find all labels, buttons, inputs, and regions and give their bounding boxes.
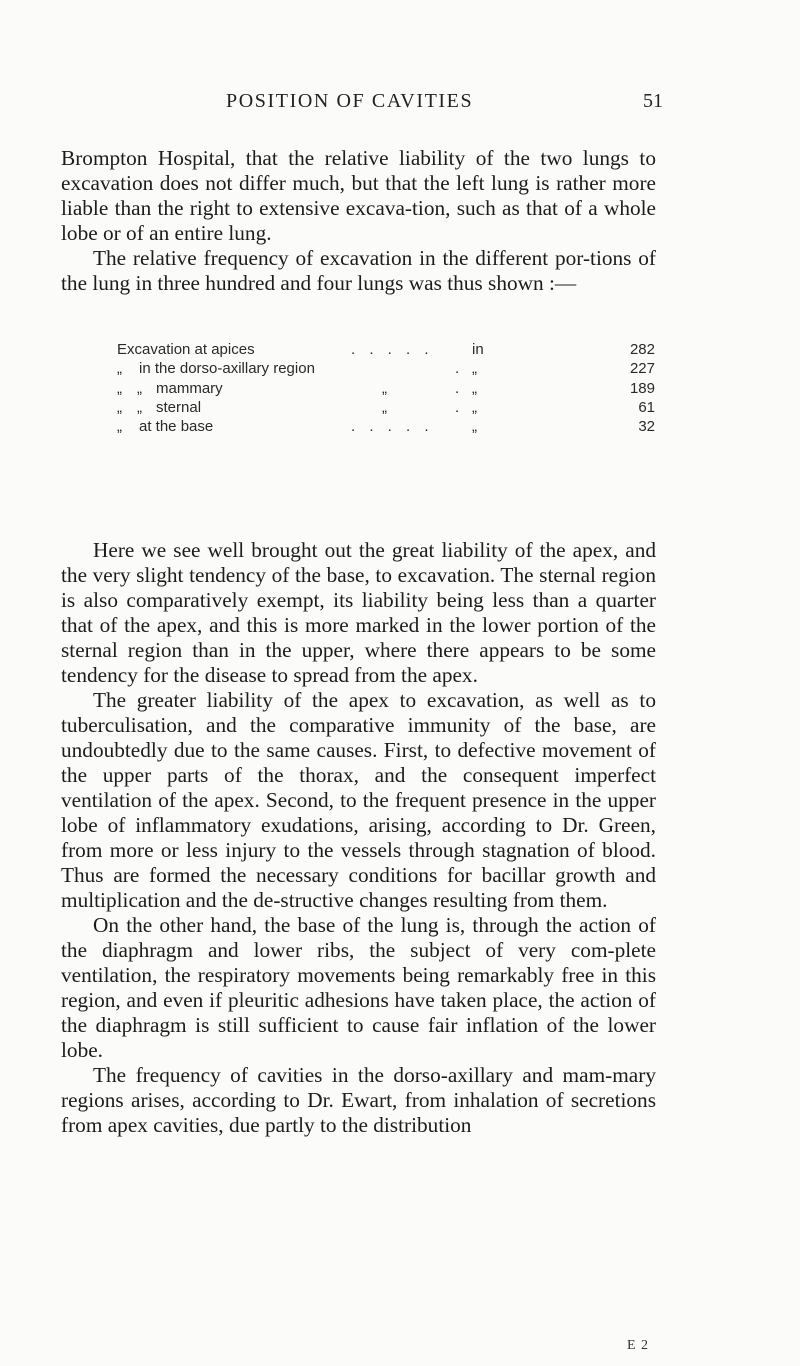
running-title: POSITION OF CAVITIES (226, 90, 474, 112)
ditto-mark: „ (117, 379, 122, 397)
paragraph-continuation: Brompton Hospital, that the relative liability of the two lungs to excavation does not differ much, but that the left lung is rather more liable than the right to extensive excava-tion, such as that of a whole lobe or of an entire lung. (61, 146, 656, 245)
table-row (117, 341, 655, 360)
paragraph: On the other hand, the base of the lung is, through the action of the diaphragm and lower ribs, the subject of very com-plete ventilation, the respiratory movements being remarkably free in this region, and even if pleuritic adhesions have taken place, the action of the diaphragm is still sufficient to cause fair inflation of the lower lobe. (61, 913, 656, 1062)
text-block-bottom (61, 538, 656, 1138)
row-value: 189 (629, 379, 655, 397)
table-row (117, 360, 655, 379)
row-value: 227 (629, 360, 655, 378)
row-prep: „ (472, 418, 477, 436)
paragraph: The greater liability of the apex to excavation, as well as to tuberculisation, and the comparative immunity of the base, are undoubtedly due to the same causes. First, to defective movement of the upper parts of the thorax, and the consequent imperfect ventilation of the apex. Second, to the frequent presence in the upper lobe of inflammatory exudations, arising, according to Dr. Green, from more or less injury to the vessels through stagnation of blood. Thus are formed the necessary conditions for bacillar growth and multiplication and the de-structive changes resulting from them. (61, 688, 656, 912)
text-block-top (61, 146, 656, 296)
paragraph: The frequency of cavities in the dorso-axillary and mam-mary regions arises, according to Dr. Ewart, from inhalation of secretions from apex cavities, due partly to the distribution (61, 1063, 656, 1137)
ditto-mark: „ (137, 398, 142, 416)
table-row (117, 418, 655, 437)
row-value: 32 (638, 418, 655, 436)
row-prep: „ (472, 379, 477, 397)
dot-leader: . (455, 379, 460, 397)
ditto-mark: „ (137, 379, 142, 397)
row-prep: „ (472, 360, 477, 378)
table-row (117, 399, 655, 418)
row-label: mammary (156, 379, 223, 397)
ditto-mark: „ (117, 398, 122, 416)
page-number: 51 (643, 90, 663, 112)
row-label: in the dorso-axillary region (139, 360, 315, 378)
excavation-frequency-table (117, 341, 655, 437)
paragraph: Here we see well brought out the great liability of the apex, and the very slight tendency of the base, to excavation. The sternal region is also comparatively exempt, its liability being less than a quarter that of the apex, and this is more marked in the lower portion of the sternal region than in the upper, where there appears to be some tendency for the disease to spread from the apex. (61, 538, 656, 687)
dot-leader: . (455, 398, 460, 416)
ditto-mark: „ (382, 379, 387, 397)
table-row (117, 380, 655, 399)
row-label: sternal (156, 398, 202, 416)
dot-leader: . . . . . (351, 341, 434, 358)
row-label: at the base (139, 418, 214, 436)
row-label: Excavation at apices (117, 341, 255, 358)
signature-mark: E 2 (627, 1338, 650, 1353)
ditto-mark: „ (117, 418, 122, 436)
running-head (0, 90, 800, 120)
paragraph: The relative frequency of excavation in the different por-tions of the lung in three hundred and four lungs was thus shown :— (61, 246, 656, 295)
ditto-mark: „ (117, 360, 122, 378)
row-prep: in (472, 341, 484, 358)
ditto-mark: „ (382, 398, 387, 416)
row-value: 282 (629, 341, 655, 358)
dot-leader: . (455, 360, 460, 378)
row-prep: „ (472, 398, 477, 416)
row-value: 61 (638, 398, 655, 416)
dot-leader: . . . . . (351, 418, 434, 436)
